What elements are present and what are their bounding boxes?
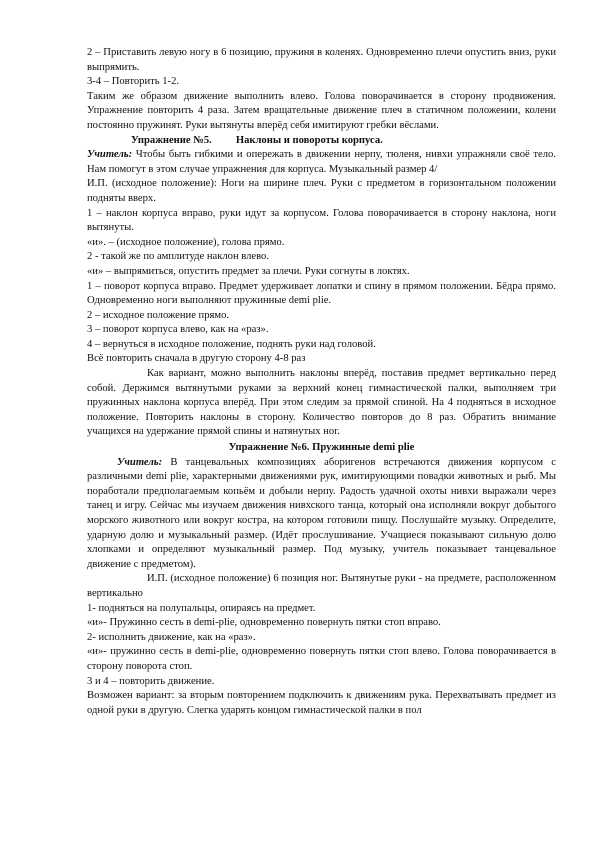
paragraph: 2 - такой же по амплитуде наклон влево.	[87, 251, 269, 263]
teacher-paragraph	[87, 456, 556, 573]
paragraph: 2 – исходное положение прямо.	[87, 309, 230, 321]
paragraph: 2- исполнить движение, как на «раз».	[87, 631, 256, 643]
paragraph: И.П. (исходное положение) 6 позиция ног. Вытянутые руки - на предмете, расположенном вертикально	[87, 573, 556, 599]
paragraph: «и»- Пружинно сесть в demi-plie, одновременно повернуть пятки стоп вправо.	[87, 617, 441, 629]
paragraph: Возможен вариант: за вторым повторением подключить к движениям рука. Перехватывать предмет из одной руки в другую. Слегка ударять концом гимнастической палки в пол	[87, 690, 556, 716]
paragraph: 3-4 – Повторить 1-2.	[87, 76, 180, 88]
paragraph: Всё повторить сначала в другую сторону 4-8 раз	[87, 353, 306, 365]
section-heading-6: Упражнение №6. Пружинные demi plie	[228, 442, 415, 454]
paragraph-text: В танцевальных композициях аборигенов встречаются движения корпусом с различными demi plie, характерными движениями рук, имитирующими повадки животных и рыб. Мы поработали предполагаемым копьём и добыли нерпу. Радость удачной охоты нивхи выражали через танец и игру. Сейчас мы изучаем движения нивхского танца, который она исполняли вокруг добытого морского животного или вокруг костра, на котором готовили пищу. Послушайте музыку. Определите, ударную долю и музыкальный размер. (Идёт прослушивание. Учащиеся показывают сильную долю хлопками и определяют музыкальный размер. Под музыку, учитель показывает танцевальное движение с предметом).	[87, 456, 556, 570]
teacher-paragraph	[87, 148, 556, 177]
paragraph: 1 – поворот корпуса вправо. Предмет удерживает лопатки и спину в прямом положении. Бёдра прямо. Одновременно ноги выполняют пружинные demi plie.	[87, 280, 556, 307]
section-heading-5	[87, 134, 556, 149]
paragraph-text: Чтобы быть гибкими и опережать в движении нерпу, тюленя, нивхи упражняли своё тело. Нам помогут в этом случае упражнения для корпуса. Музыкальный размер 4/	[87, 149, 556, 175]
paragraph: «и». – (исходное положение), голова прямо.	[87, 236, 285, 248]
paragraph: 1 – наклон корпуса вправо, руки идут за корпусом. Голова поворачивается в сторону наклона, ноги вытянуты.	[87, 207, 556, 234]
paragraph: 1- подняться на полупальцы, опираясь на предмет.	[87, 602, 316, 614]
heading-text: Наклоны и повороты корпуса.	[235, 134, 383, 146]
paragraph: Таким же образом движение выполнить влево. Голова поворачивается в сторону продвижения. Упражнение повторить 4 раза. Затем вращательные движение плеч в статичном положении, колени постоянно пружинят. Руки вытянуты вперёд себя имитируют гребки вёслами.	[87, 90, 556, 131]
paragraph: 2 – Приставить левую ногу в 6 позицию, пружиня в коленях. Одновременно плечи опустить вниз, руки выпрямить.	[87, 47, 556, 73]
paragraph: 3 – поворот корпуса влево, как на «раз».	[87, 324, 269, 336]
paragraph: И.П. (исходное положение): Ноги на ширине плеч. Руки с предметом в горизонтальном положении подняты вверх.	[87, 178, 556, 204]
paragraph: 3 и 4 – повторить движение.	[87, 675, 215, 687]
heading-number: Упражнение №5.	[131, 134, 212, 146]
paragraph: «и» – выпрямиться, опустить предмет за плечи. Руки согнуты в локтях.	[87, 265, 410, 277]
speaker-label: Учитель:	[117, 456, 163, 468]
page-body	[87, 46, 556, 718]
paragraph: 4 – вернуться в исходное положение, поднять руки над головой.	[87, 338, 376, 350]
paragraph: Как вариант, можно выполнить наклоны вперёд, поставив предмет вертикально перед собой. Держимся вытянутыми руками за верхний конец гимнастической палки, выполняем три пружинных наклона корпуса вперёд. При этом следим за прямой спиной. На 4 подняться в исходное положение. Повторить наклоны в сторону. Количество повторов до 8 раз. Обратить внимание учащихся на удержание прямой спины и натянутых ног.	[87, 368, 556, 438]
paragraph: «и»- пружинно сесть в demi-plie, одновременно повернуть пятки стоп влево. Голова поворачивается в сторону поворота стоп.	[87, 646, 556, 672]
speaker-label: Учитель:	[87, 149, 133, 161]
